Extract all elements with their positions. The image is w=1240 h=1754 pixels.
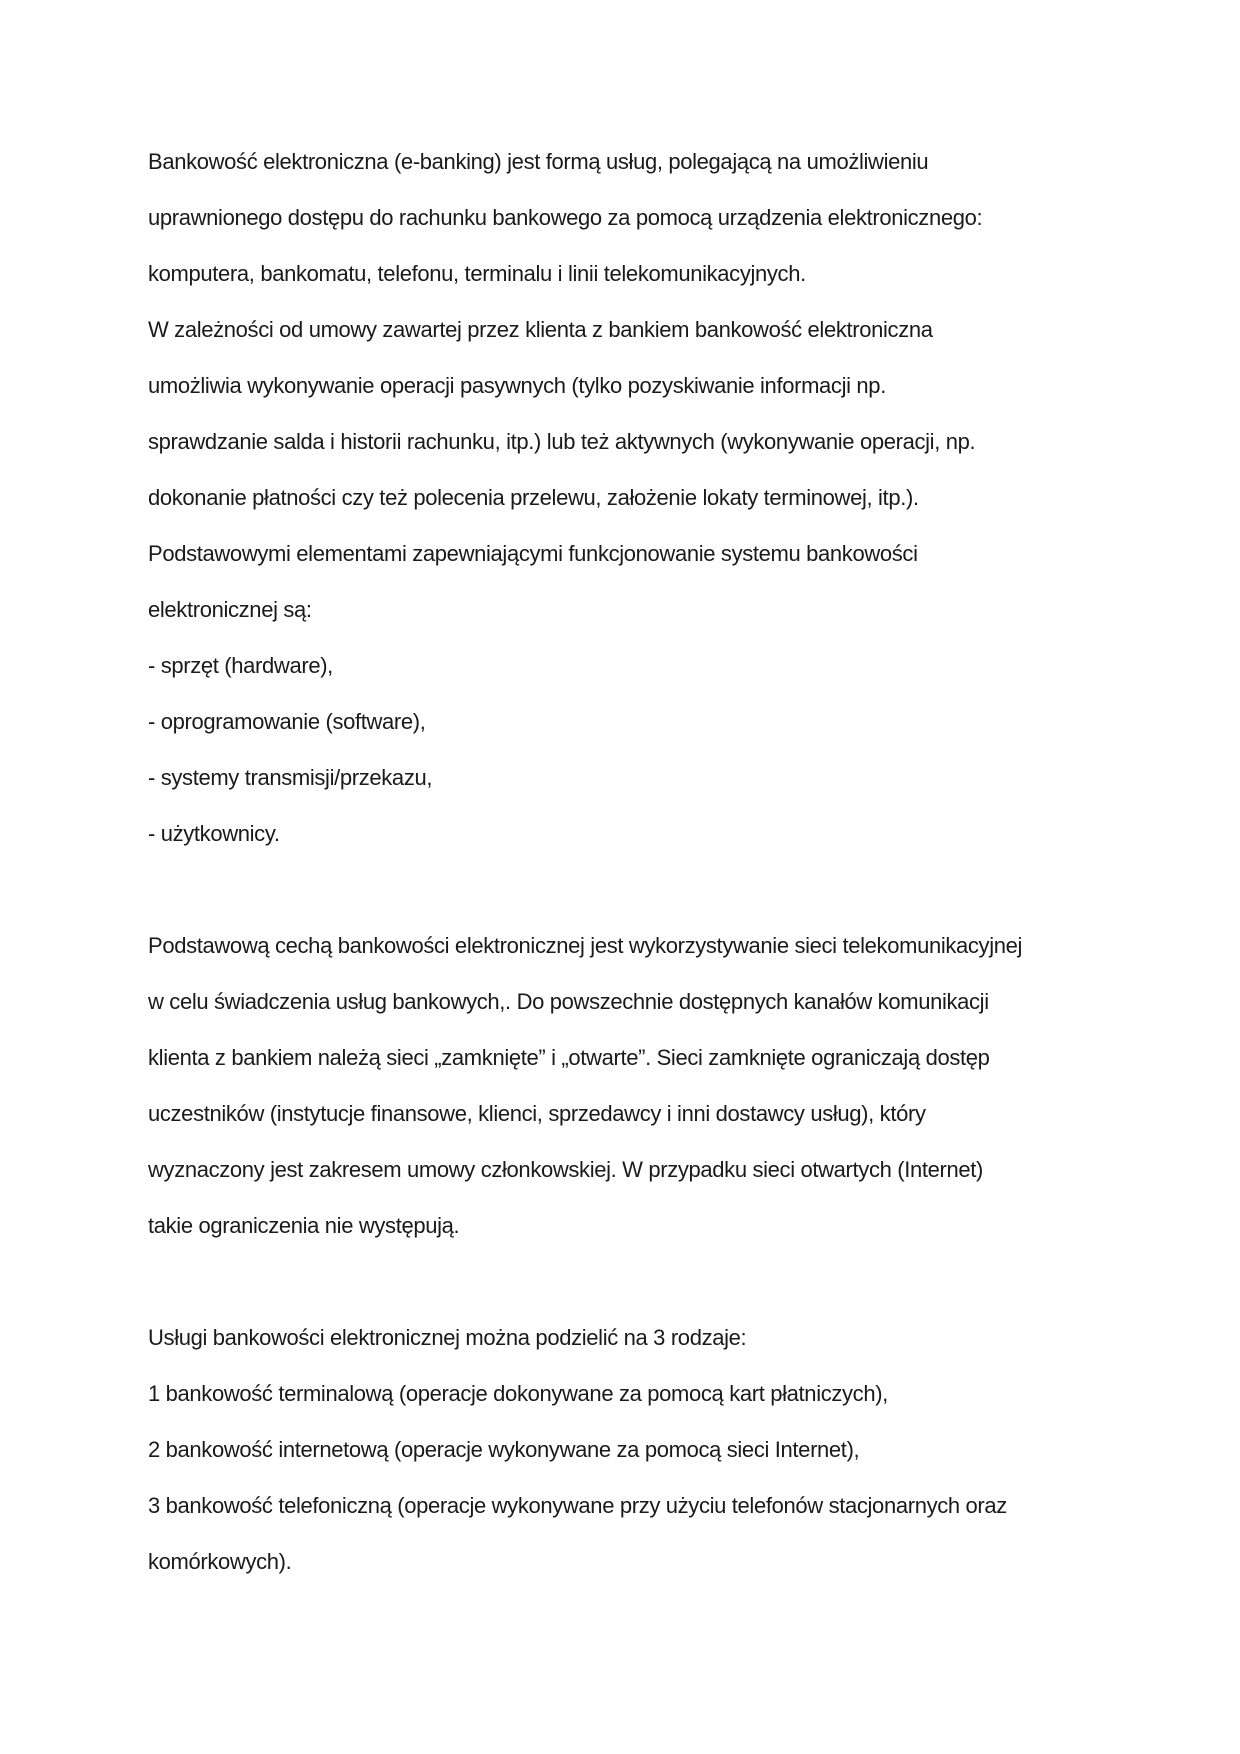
paragraph-line: uczestników (instytucje finansowe, klienci, sprzedawcy i inni dostawcy usług), który xyxy=(148,1101,926,1126)
paragraph-line: Podstawową cechą bankowości elektronicznej jest wykorzystywanie sieci telekomunikacyjnej xyxy=(148,933,1023,958)
paragraph-line: Bankowość elektroniczna (e-banking) jest formą usług, polegającą na umożliwieniu xyxy=(148,149,929,174)
paragraph-line: komputera, bankomatu, telefonu, terminalu i linii telekomunikacyjnych. xyxy=(148,261,806,286)
paragraph-line: W zależności od umowy zawartej przez klienta z bankiem bankowość elektroniczna xyxy=(148,317,933,342)
list-item: 3 bankowość telefoniczną (operacje wykonywane przy użyciu telefonów stacjonarnych oraz xyxy=(148,1493,1007,1518)
paragraph-line: w celu świadczenia usług bankowych,. Do powszechnie dostępnych kanałów komunikacji xyxy=(148,989,989,1014)
paragraph-line: wyznaczony jest zakresem umowy członkowskiej. W przypadku sieci otwartych (Internet) xyxy=(148,1157,984,1182)
list-item: - systemy transmisji/przekazu, xyxy=(148,765,433,790)
paragraph-line: klienta z bankiem należą sieci „zamknięte” i „otwarte”. Sieci zamknięte ograniczają dostęp xyxy=(148,1045,990,1070)
paragraph-line: takie ograniczenia nie występują. xyxy=(148,1213,460,1238)
paragraph-line: dokonanie płatności czy też polecenia przelewu, założenie lokaty terminowej, itp.). xyxy=(148,485,919,510)
list-item: - sprzęt (hardware), xyxy=(148,653,333,678)
list-item: 1 bankowość terminalową (operacje dokonywane za pomocą kart płatniczych), xyxy=(148,1381,888,1406)
paragraph-line: Podstawowymi elementami zapewniającymi funkcjonowanie systemu bankowości xyxy=(148,541,918,566)
list-item: 2 bankowość internetową (operacje wykonywane za pomocą sieci Internet), xyxy=(148,1437,860,1462)
paragraph-line: uprawnionego dostępu do rachunku bankowego za pomocą urządzenia elektronicznego: xyxy=(148,205,983,230)
list-item: - oprogramowanie (software), xyxy=(148,709,426,734)
paragraph-line: elektronicznej są: xyxy=(148,597,312,622)
paragraph-line: sprawdzanie salda i historii rachunku, itp.) lub też aktywnych (wykonywanie operacji, np. xyxy=(148,429,976,454)
list-item-continuation: komórkowych). xyxy=(148,1549,292,1574)
list-item: - użytkownicy. xyxy=(148,821,280,846)
section-intro: Usługi bankowości elektronicznej można podzielić na 3 rodzaje: xyxy=(148,1325,747,1350)
paragraph-line: umożliwia wykonywanie operacji pasywnych (tylko pozyskiwanie informacji np. xyxy=(148,373,886,398)
